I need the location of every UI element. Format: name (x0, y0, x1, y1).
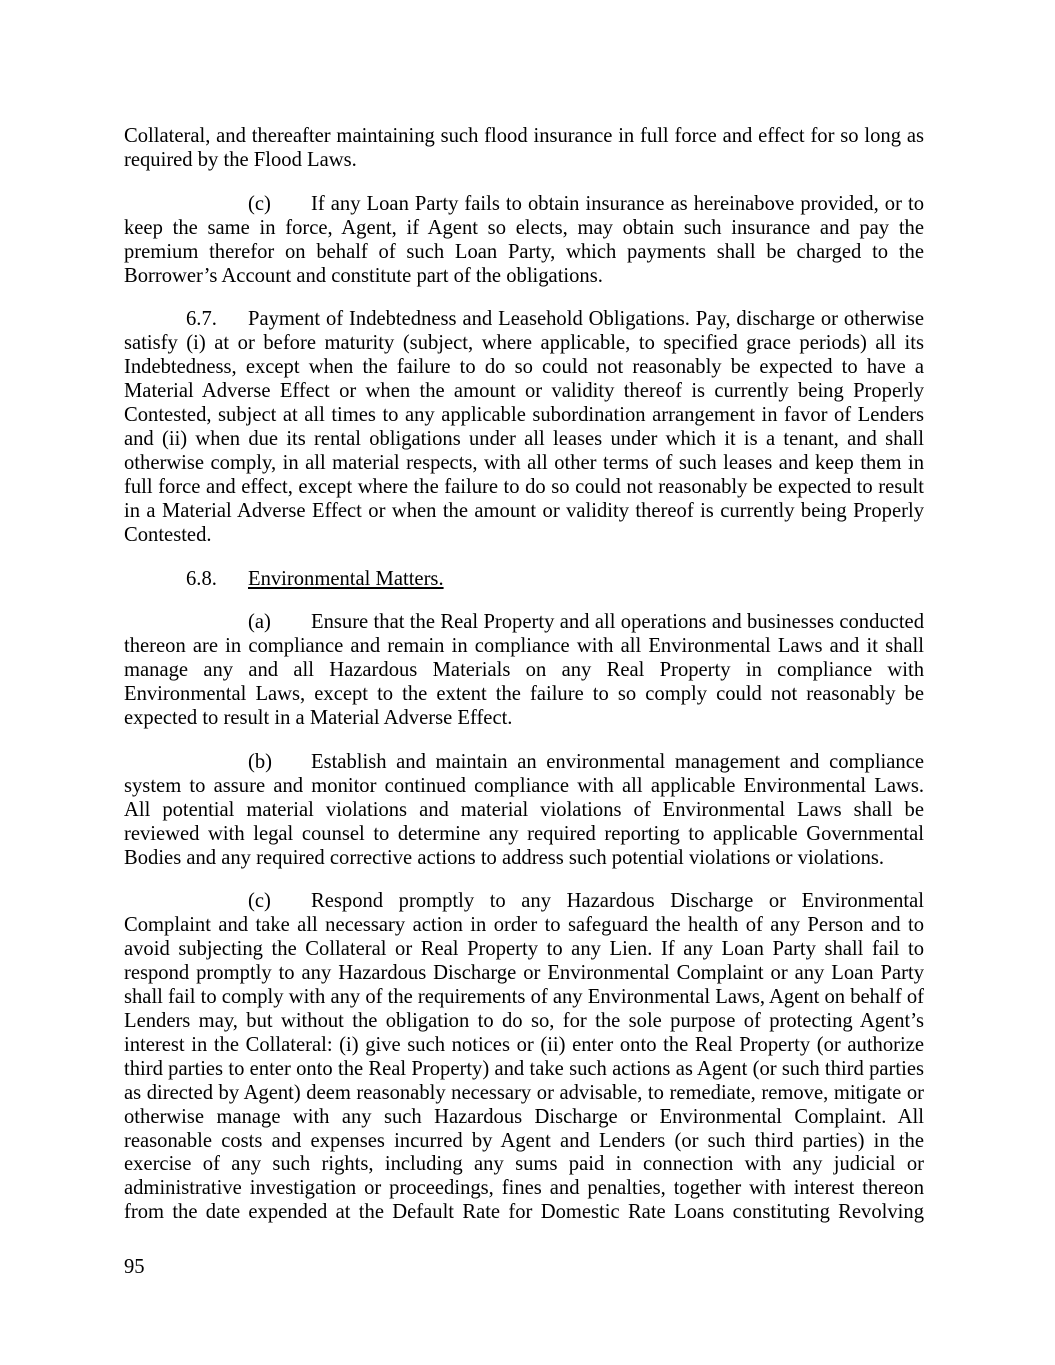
line-text: Material Adverse Effect or when the amount or validity thereof is currently being Properly (124, 380, 924, 403)
paragraph (124, 125, 924, 173)
text-line (124, 659, 924, 683)
line-text: premium therefor on behalf of such Loan Party, which payments shall be charged to the (124, 240, 924, 263)
line-text: avoid subjecting the Collateral or Real Property to any Lien. If any Loan Party shall fail to (124, 938, 924, 961)
line-text: Payment of Indebtedness and Leasehold Obligations. Pay, discharge or otherwise (248, 308, 924, 331)
line-text: expected to result in a Material Adverse Effect. (124, 707, 513, 730)
text-line (124, 962, 924, 986)
text-line (124, 241, 924, 265)
line-text: Lenders may, but without the obligation to do so, for the sole purpose of protecting Agent’s (124, 1010, 924, 1032)
text-line (124, 356, 924, 380)
text-line (124, 1177, 924, 1201)
text-line (124, 683, 924, 707)
text-line (124, 611, 924, 635)
text-line (124, 308, 924, 332)
line-text: Collateral, and thereafter maintaining such flood insurance in full force and effect for so long as (124, 125, 924, 147)
text-line (124, 265, 924, 289)
text-line (124, 380, 924, 404)
text-line (124, 332, 924, 356)
text-line (124, 452, 924, 476)
line-text: reasonable costs and expenses incurred by Agent and Lenders (or such third parties) in the (124, 1129, 924, 1152)
line-text: exercise of any such rights, including any sums paid in connection with any judicial or (124, 1153, 924, 1176)
paragraph (124, 890, 924, 1225)
line-text: manage any and all Hazardous Materials on any Real Property in compliance with (124, 659, 924, 682)
text-line (124, 914, 924, 938)
line-text: keep the same in force, Agent, if Agent so elects, may obtain such insurance and pay the (124, 216, 924, 239)
text-line (124, 1010, 924, 1034)
text-line (124, 524, 924, 548)
line-text: administrative investigation or proceedings, fines and penalties, together with interest thereon (124, 1177, 924, 1200)
line-text: Contested. (124, 523, 212, 546)
text-line (124, 751, 924, 775)
text-line (124, 1058, 924, 1082)
paragraph (124, 193, 924, 289)
line-text: from the date expended at the Default Rate for Domestic Rate Loans constituting Revolving (124, 1201, 924, 1224)
line-text: full force and effect, except where the failure to do so could not reasonably be expected to result (124, 475, 924, 498)
line-text: otherwise comply, in all material respects, with all other terms of such leases and keep them in (124, 451, 924, 474)
line-text: as directed by Agent) deem reasonably necessary or advisable, to remediate, remove, mitigate or (124, 1081, 924, 1104)
text-line (124, 986, 924, 1010)
document-body (124, 125, 924, 1245)
text-line (124, 823, 924, 847)
line-text: reviewed with legal counsel to determine any required reporting to applicable Governmental (124, 822, 924, 845)
text-line (124, 500, 924, 524)
paragraph (124, 568, 924, 592)
text-line (124, 707, 924, 731)
line-text: Complaint and take all necessary action in order to safeguard the health of any Person and to (124, 914, 924, 937)
line-text: thereon are in compliance and remain in compliance with all Environmental Laws and it shall (124, 635, 924, 658)
paragraph (124, 611, 924, 731)
paragraph (124, 308, 924, 547)
line-text: Ensure that the Real Property and all operations and businesses conducted (311, 611, 924, 634)
text-line (124, 1106, 924, 1130)
line-text: satisfy (i) at or before maturity (subject, where applicable, to specified grace periods) all its (124, 332, 924, 355)
line-text: shall fail to comply with any of the requirements of any Environmental Laws, Agent on behalf of (124, 986, 924, 1009)
line-text: interest in the Collateral: (i) give such notices or (ii) enter onto the Real Property (or authorize (124, 1033, 924, 1056)
line-text: otherwise manage with any such Hazardous Discharge or Environmental Complaint. All (124, 1105, 924, 1128)
text-line (124, 635, 924, 659)
line-text: Establish and maintain an environmental management and compliance (311, 750, 924, 773)
text-line (124, 217, 924, 241)
line-text: All potential material violations and material violations of Environmental Laws shall be (124, 798, 924, 821)
text-line (124, 938, 924, 962)
page-number: 95 (124, 1256, 145, 1278)
section-number: 6.8. (186, 567, 217, 590)
line-text: system to assure and monitor continued compliance with all applicable Environmental Laws. (124, 774, 924, 797)
text-line (124, 476, 924, 500)
section-number: (c) (248, 890, 271, 913)
text-line (124, 149, 924, 173)
text-line (124, 847, 924, 871)
text-line (124, 125, 924, 149)
line-text: Respond promptly to any Hazardous Discharge or Environmental (311, 890, 924, 913)
text-line (124, 1153, 924, 1177)
text-line (124, 775, 924, 799)
text-line (124, 1082, 924, 1106)
line-text: Borrower’s Account and constitute part of the obligations. (124, 264, 603, 287)
line-text: respond promptly to any Hazardous Discharge or Environmental Complaint or any Loan Party (124, 962, 924, 985)
text-line (124, 568, 924, 592)
line-text: Bodies and any required corrective actions to address such potential violations or violations. (124, 846, 885, 869)
line-text: and (ii) when due its rental obligations under all leases under which it is a tenant, and shall (124, 427, 924, 450)
text-line (124, 1201, 924, 1225)
paragraph (124, 751, 924, 871)
line-text: Contested, subject at all times to any applicable subordination arrangement in favor of Lenders (124, 404, 924, 427)
text-line (124, 193, 924, 217)
text-line (124, 404, 924, 428)
text-line (124, 1034, 924, 1058)
line-text: Indebtedness, except when the failure to do so could not reasonably be expected to have a (124, 356, 924, 379)
text-line (124, 799, 924, 823)
section-number: (a) (248, 611, 271, 634)
line-text: If any Loan Party fails to obtain insurance as hereinabove provided, or to (311, 192, 924, 215)
section-heading: Environmental Matters. (248, 567, 444, 590)
section-number: (b) (248, 750, 273, 773)
section-number: 6.7. (186, 308, 217, 331)
line-text: required by the Flood Laws. (124, 148, 357, 171)
line-text: third parties to enter onto the Real Property) and take such actions as Agent (or such third parties (124, 1057, 924, 1080)
section-number: (c) (248, 192, 271, 215)
line-text: in a Material Adverse Effect or when the amount or validity thereof is currently being Properly (124, 499, 924, 522)
text-line (124, 890, 924, 914)
text-line (124, 1130, 924, 1154)
line-text: Environmental Laws, except to the extent the failure to so comply could not reasonably be (124, 683, 924, 706)
text-line (124, 428, 924, 452)
